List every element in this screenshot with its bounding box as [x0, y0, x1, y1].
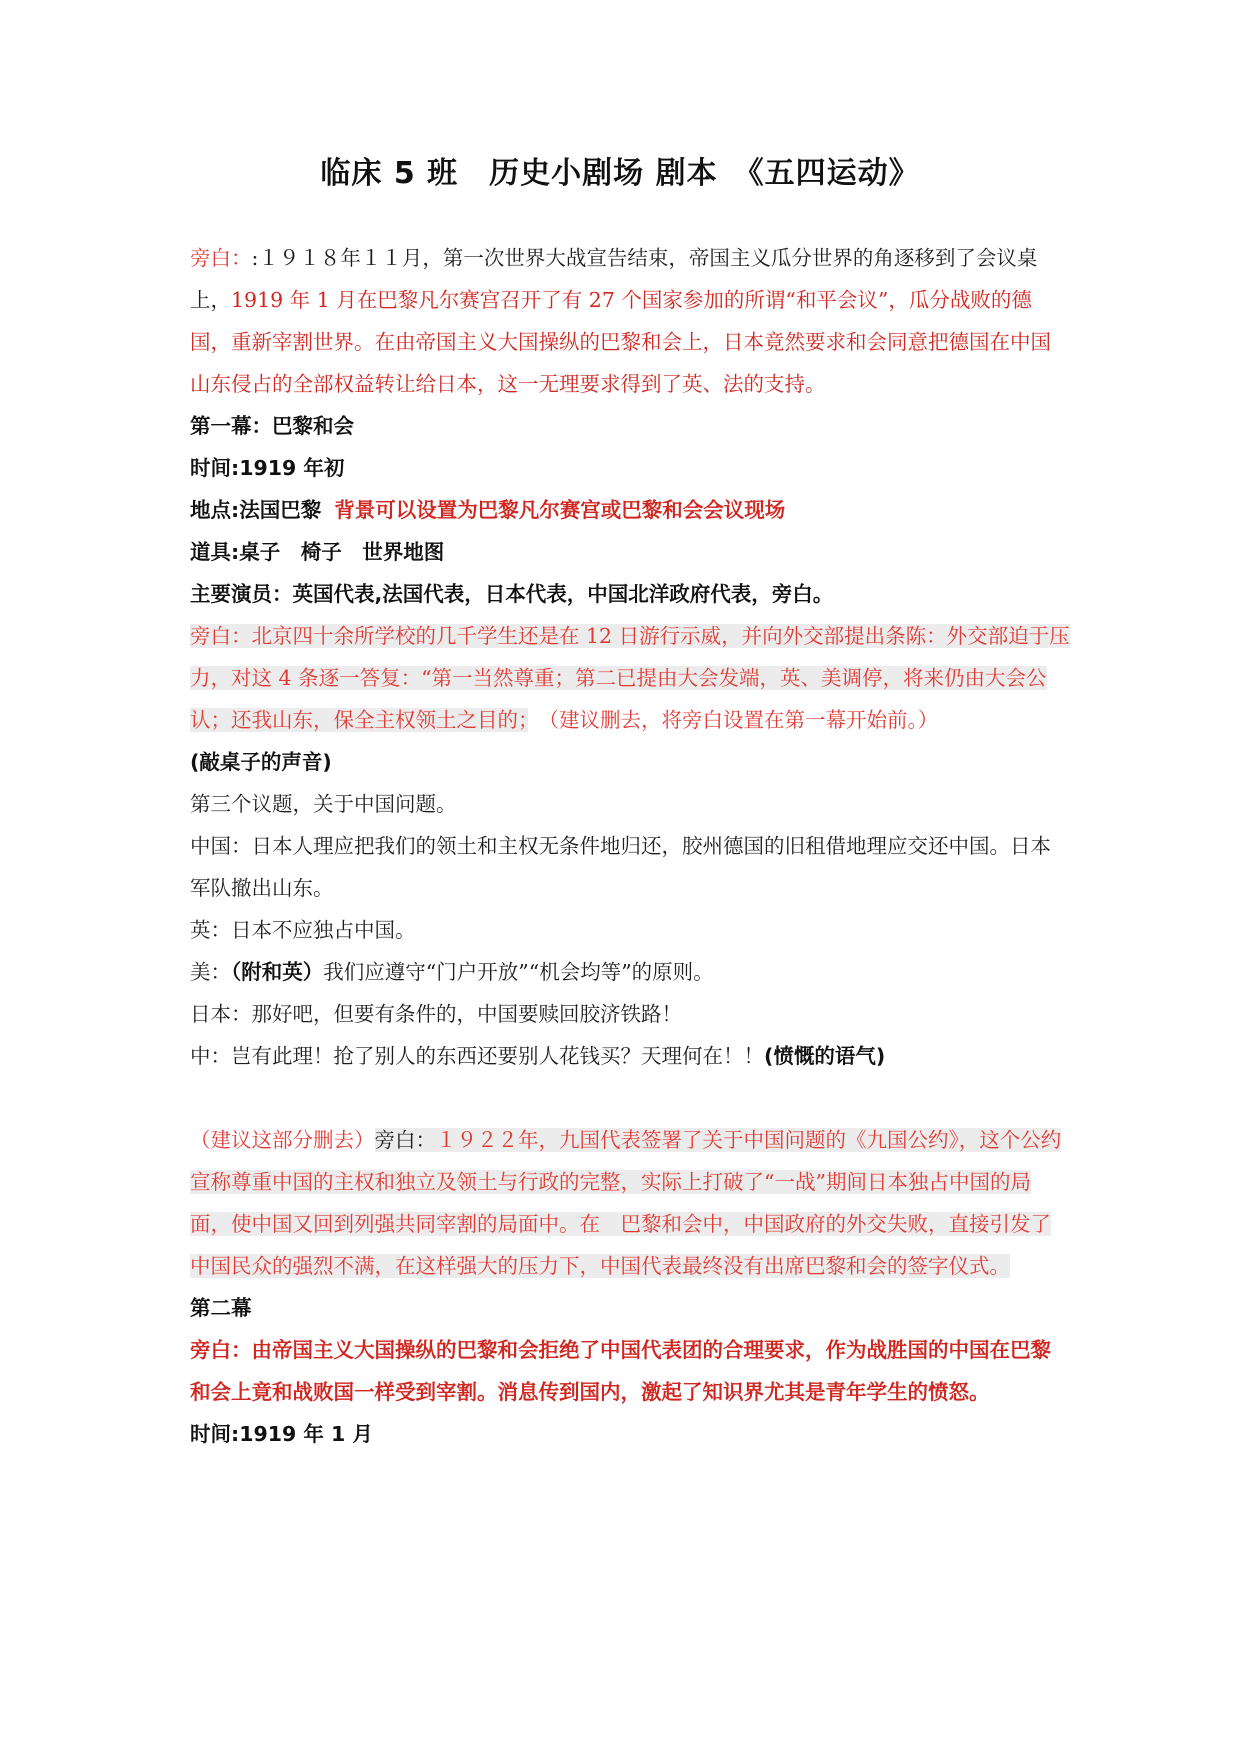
washington-narration [190, 1119, 1070, 1287]
washington-note: （建议这部分删去） [190, 1128, 375, 1152]
stage-direction-tone: (愤慨的语气) [764, 1044, 886, 1068]
dialogue-line-america [190, 951, 1070, 993]
blank-line [190, 1077, 1070, 1119]
act2-narration: 旁白：由帝国主义大国操纵的巴黎和会拒绝了中国代表团的合理要求，作为战胜国的中国在巴黎和会上竟和战败国一样受到宰割。消息传到国内，激起了知识界尤其是青年学生的愤怒。 [190, 1338, 1051, 1404]
act1-heading: 第一幕：巴黎和会 [190, 414, 354, 438]
stage-direction-echo: （附和英） [231, 960, 324, 984]
act1-narration-note: （建议删去，将旁白设置在第一幕开始前。） [528, 708, 939, 732]
dialogue-line-chair: 第三个议题，关于中国问题。 [190, 792, 457, 816]
act1-cast: 主要演员：英国代表,法国代表，日本代表，中国北洋政府代表，旁白。 [190, 582, 834, 606]
act1-time: 时间:1919 年初 [190, 456, 345, 480]
script-title: 临床 5 班 历史小剧场 剧本 《五四运动》 [320, 156, 920, 191]
intro-narration-part1: :１９１８年１１月，第一次世界大战宣告结束，帝国主义瓜分世界的角逐移到了会议桌上， [190, 246, 1038, 312]
intro-narration-part2: 1919 年 1 月在巴黎凡尔赛宫召开了有 27 个国家参加的所谓“和平会议”，瓜分战败的德国，重新宰割世界。在由帝国主义大国操纵的巴黎和会上，日本竟然要求和会同意把德国在中国山东侵占的全部权益转让给日本，这一无理要求得到了英、法的支持。 [190, 288, 1051, 396]
act1-narration-text: 旁白：北京四十余所学校的几千学生还是在 12 日游行示威，并向外交部提出条陈：外交部迫于压力，对这 4 条逐一答复：“第一当然尊重；第二已提由大会发端，英、美调停，将来仍由大会公认；还我山东，保全主权领土之目的； [190, 624, 1070, 732]
act2-heading: 第二幕 [190, 1296, 252, 1320]
script-body [190, 237, 1070, 1455]
america-speech: 我们应遵守“门户开放”“机会均等”的原则。 [323, 960, 714, 984]
intro-narration [190, 237, 1070, 405]
dialogue-line-china-2 [190, 1035, 1070, 1077]
washington-narration-text: １９２２年，九国代表签署了关于中国问题的《九国公约》，这个公约宣称尊重中国的主权和独立及领土与行政的完整，实际上打破了“一战”期间日本独占中国的局面，使中国又回到列强共同宰割的局面中。在 巴黎和会中，中国政府的外交失败，直接引发了中国民众的强烈不满，在这样强大的压力下，中国代表最终没有出席巴黎和会的签字仪式。 [190, 1128, 1062, 1278]
dialogue-line-china: 中国：日本人理应把我们的领土和主权无条件地归还，胶州德国的旧租借地理应交还中国。日本军队撤出山东。 [190, 834, 1051, 900]
dialogue-line-japan: 日本：那好吧，但要有条件的，中国要赎回胶济铁路！ [190, 1002, 682, 1026]
act1-place-line [190, 489, 1070, 531]
act1-place-note: 背景可以设置为巴黎凡尔赛宫或巴黎和会会议现场 [334, 498, 786, 522]
act2-time: 时间:1919 年 1 月 [190, 1422, 373, 1446]
act1-props: 道具:桌子 椅子 世界地图 [190, 540, 445, 564]
act1-narration-highlighted [190, 615, 1070, 741]
china-speech: 中：岂有此理！抢了别人的东西还要别人花钱买？天理何在！！ [190, 1044, 764, 1068]
washington-narrator-label: 旁白： [374, 1128, 436, 1152]
act1-place: 地点:法国巴黎 [190, 498, 322, 522]
dialogue-line-britain: 英：日本不应独占中国。 [190, 918, 416, 942]
sound-cue: (敲桌子的声音) [190, 750, 332, 774]
intro-narrator-label: 旁白： [190, 246, 252, 270]
speaker-america: 美： [190, 960, 231, 984]
